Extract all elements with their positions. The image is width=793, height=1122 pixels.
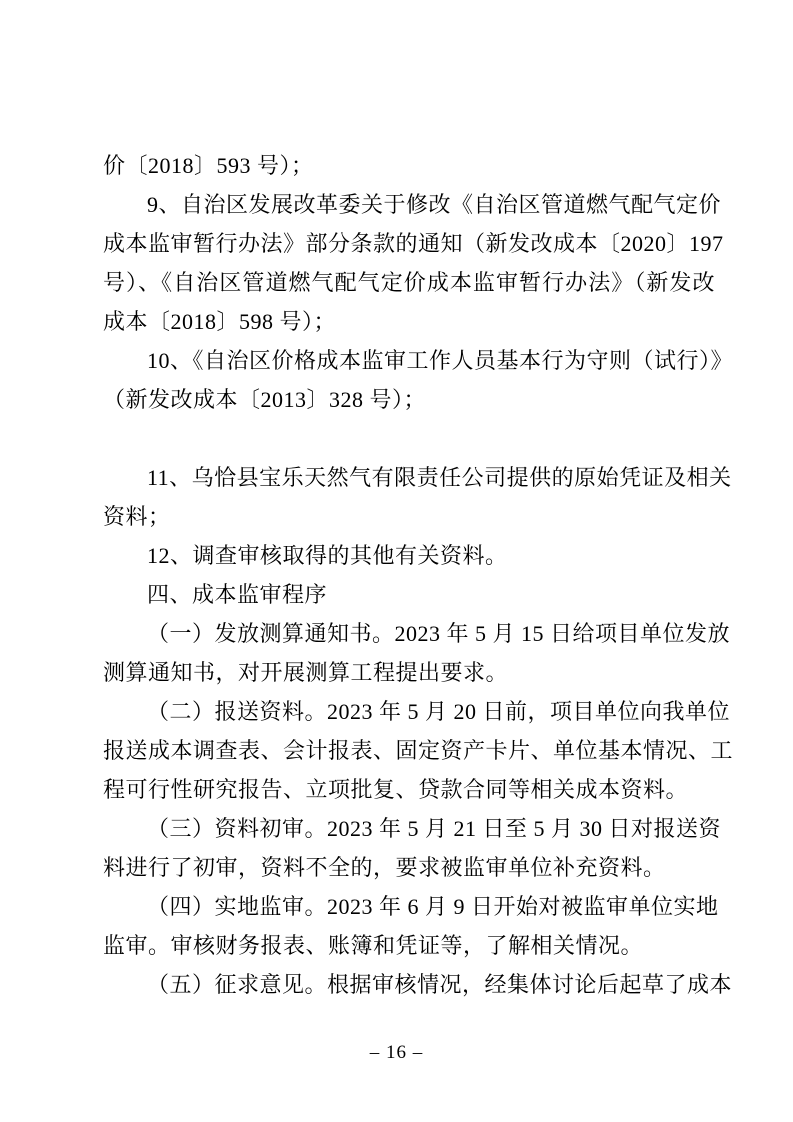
text-line: 成本〔2018〕598 号）；	[103, 309, 337, 334]
text-line: 12、调查审核取得的其他有关资料。	[147, 543, 508, 568]
document-body	[103, 146, 734, 1004]
text-line: 四、成本监审程序	[147, 582, 328, 607]
text-line: 成本监审暂行办法》部分条款的通知（新发改成本〔2020〕197	[103, 231, 724, 256]
text-line: 监审。审核财务报表、账簿和凭证等，了解相关情况。	[103, 933, 644, 958]
text-line: 号）、《自治区管道燃气配气定价成本监审暂行办法》（新发改	[103, 270, 715, 295]
text-line: 价〔2018〕593 号）；	[103, 153, 314, 178]
text-line: 报送成本调查表、会计报表、固定资产卡片、单位基本情况、工	[103, 738, 734, 763]
text-line: 程可行性研究报告、立项批复、贷款合同等相关成本资料。	[103, 777, 689, 802]
text-line: 10、《自治区价格成本监审工作人员基本行为守则（试行）》	[147, 348, 734, 373]
text-line: 9、自治区发展改革委关于修改《自治区管道燃气配气定价	[147, 192, 722, 217]
page-number: – 16 –	[369, 1042, 424, 1063]
text-line: （四）实地监审。2023 年 6 月 9 日开始对被监审单位实地	[147, 894, 719, 919]
text-line: （二）报送资料。2023 年 5 月 20 日前，项目单位向我单位	[147, 699, 731, 724]
text-line: 料进行了初审，资料不全的，要求被监审单位补充资料。	[103, 855, 666, 880]
text-line: 11、乌恰县宝乐天然气有限责任公司提供的原始凭证及相关	[147, 465, 732, 490]
text-line: 资料；	[103, 504, 171, 529]
text-line: （三）资料初审。2023 年 5 月 21 日至 5 月 30 日对报送资	[147, 816, 722, 841]
blank-line	[103, 419, 715, 458]
text-line: （五）征求意见。根据审核情况，经集体讨论后起草了成本	[147, 972, 733, 997]
text-line: （一）发放测算通知书。2023 年 5 月 15 日给项目单位发放	[147, 621, 731, 646]
text-line: （新发改成本〔2013〕328 号）；	[103, 387, 427, 412]
text-line: 测算通知书，对开展测算工程提出要求。	[103, 660, 509, 685]
